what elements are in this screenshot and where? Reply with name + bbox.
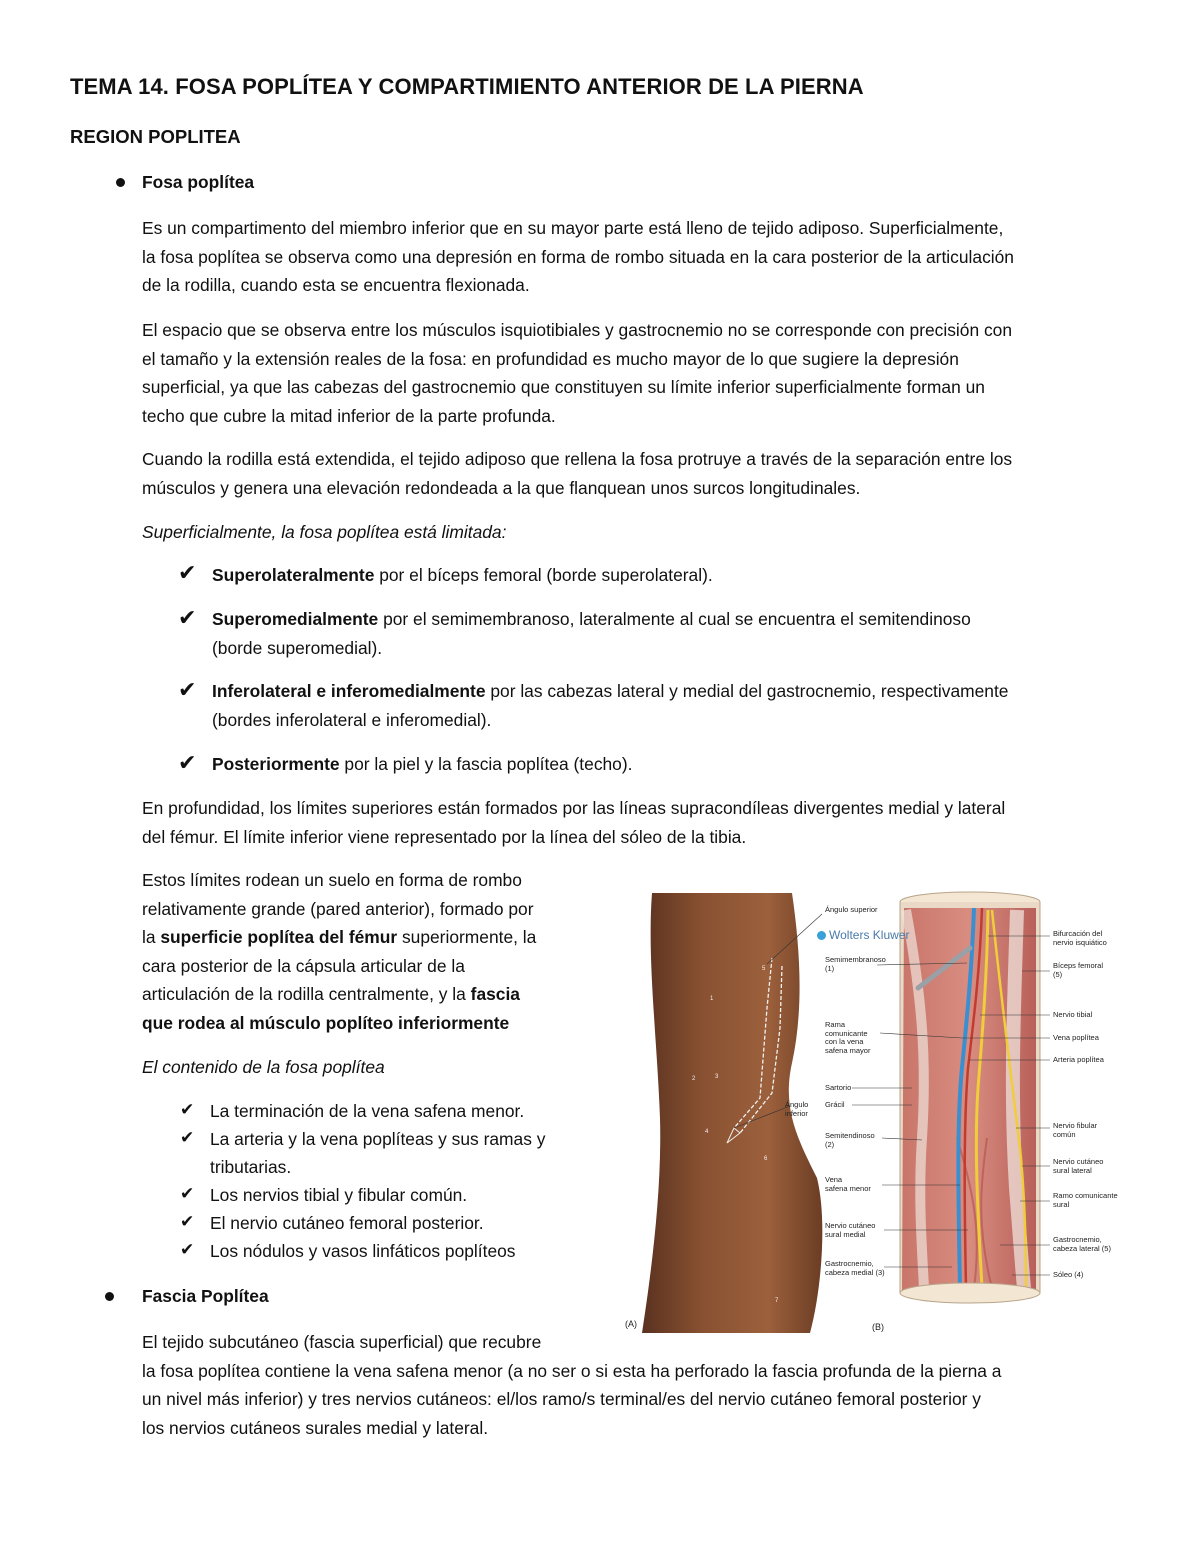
text-line: relativamente grande (pared anterior), formado por [142, 898, 534, 919]
label-line: Nervio fibular [1053, 1121, 1098, 1130]
paragraph-4 [142, 794, 1142, 851]
limit-bold: Posteriormente [212, 754, 340, 774]
label-line: cabeza medial (3) [825, 1267, 885, 1277]
contents-item: La arteria y la vena poplíteas y sus ramas y [210, 1129, 546, 1149]
label-nervio-sural-lateral [1053, 1158, 1103, 1175]
label-line: nervio isquiático [1053, 937, 1107, 947]
label-line: Nervio cutáneo [1053, 1157, 1104, 1166]
text-line: la fosa poplítea contiene la vena safena menor (a no ser o si esta ha perforado la fascia profunda de la pierna a [142, 1360, 1002, 1381]
label-line: Ramo comunicante [1053, 1191, 1118, 1200]
bold-fragment: fascia [470, 984, 520, 1004]
label-angulo-inferior [785, 1101, 808, 1118]
label-soleo: Sóleo (4) [1053, 1270, 1084, 1279]
label-line: Gastrocnemio, [1053, 1235, 1102, 1244]
checkmark-icon: ✔ [178, 560, 197, 585]
label-ramo-comunicante [1053, 1192, 1118, 1209]
contents-item: Los nódulos y vasos linfáticos poplíteos [210, 1241, 516, 1261]
checkmark-icon: ✔ [178, 605, 197, 630]
limit-bold: Superolateralmente [212, 565, 375, 585]
brand-logo [817, 928, 909, 942]
text-fragment: superiormente, la [397, 927, 537, 947]
text-line: techo que cubre la mitad inferior de la parte profunda. [142, 405, 556, 426]
label-line: cabeza lateral (5) [1053, 1243, 1111, 1253]
limit-bold: Inferolateral e inferomedialmente [212, 681, 486, 701]
paragraph-5 [142, 866, 612, 1037]
limit-text: por el semimembranoso, lateralmente al cual se encuentra el semitendinoso [378, 609, 971, 629]
section-heading: REGION POPLITEA [70, 126, 241, 147]
label-line: safena menor [825, 1183, 871, 1193]
label-gastrocnemio-lateral [1053, 1236, 1111, 1253]
label-line: (5) [1053, 969, 1063, 979]
label-biceps-femoral [1053, 962, 1103, 979]
limit-item-3-cont: (bordes inferolateral e inferomedial). [212, 710, 492, 730]
checkmark-icon: ✔ [178, 750, 197, 775]
text-line: cara posterior de la cápsula articular de la [142, 955, 465, 976]
label-line: Semimembranoso [825, 955, 886, 964]
label-line: Ángulo [785, 1100, 809, 1109]
checkmark-icon: ✔ [180, 1240, 195, 1259]
text-line: la fosa poplítea se observa como una depresión en forma de rombo situada en la cara posterior de la articulación [142, 246, 1014, 267]
text-line: Estos límites rodean un suelo en forma de rombo [142, 870, 522, 890]
figure-label-b: (B) [872, 1322, 884, 1332]
brand-dot-icon [817, 931, 826, 940]
checkmark-icon: ✔ [180, 1100, 195, 1119]
checkmark-icon: ✔ [180, 1212, 195, 1231]
photo-mark: 4 [705, 1129, 709, 1135]
label-line: Gastrocnemio, [825, 1259, 874, 1268]
label-nervio-fibular [1053, 1122, 1097, 1139]
label-line: (2) [825, 1139, 835, 1149]
contents-item: La terminación de la vena safena menor. [210, 1101, 525, 1121]
text-line: del fémur. El límite inferior viene representado por la línea del sóleo de la tibia. [142, 826, 747, 847]
text-line: superficial, ya que las cabezas del gastrocnemio que constituyen su límite inferior superficialmente forman un [142, 377, 985, 397]
label-bifurcacion [1053, 930, 1107, 947]
photo-mark: 2 [692, 1076, 696, 1082]
contents-item: Los nervios tibial y fibular común. [210, 1185, 468, 1205]
label-sartorio: Sartorio [825, 1083, 852, 1092]
photo-mark: 6 [764, 1156, 768, 1162]
bold-fragment: que rodea al músculo poplíteo inferiormente [142, 1012, 510, 1033]
label-line: Rama [825, 1020, 846, 1029]
label-semimembranoso [825, 956, 886, 973]
bullet-heading-fosa: Fosa poplítea [142, 172, 255, 192]
text-line: El espacio que se observa entre los músculos isquiotibiales y gastrocnemio no se corresponde con precisión con [142, 320, 1013, 340]
contents-heading: El contenido de la fosa poplítea [142, 1057, 385, 1077]
checkmark-icon: ✔ [180, 1184, 195, 1203]
contents-item: El nervio cutáneo femoral posterior. [210, 1213, 484, 1233]
label-line: Nervio cutáneo [825, 1221, 876, 1230]
label-line: sural medial [825, 1229, 866, 1239]
label-vena-safena-menor [825, 1176, 871, 1193]
photo-mark: 3 [715, 1074, 719, 1080]
label-line: Vena [825, 1175, 843, 1184]
label-line: comunicante [825, 1028, 868, 1038]
bullet-dot-1 [116, 178, 125, 187]
limit-text: por las cabezas lateral y medial del gastrocnemio, respectivamente [485, 681, 1009, 701]
paragraph-2 [142, 316, 1142, 430]
label-angulo-superior: Ángulo superior [825, 905, 878, 914]
label-line: con la vena [825, 1037, 864, 1046]
label-nervio-tibial: Nervio tibial [1053, 1010, 1093, 1019]
text-line: En profundidad, los límites superiores están formados por las líneas supracondíleas divergentes medial y lateral [142, 798, 1006, 818]
paragraph-fascia [142, 1328, 1142, 1442]
text-fragment: la [142, 927, 161, 947]
anatomy-figure [622, 888, 1125, 1340]
label-line: safena mayor [825, 1045, 871, 1055]
brand-name: Wolters Kluwer [829, 928, 910, 942]
label-semitendinoso [825, 1132, 875, 1149]
text-line: Es un compartimento del miembro inferior que en su mayor parte está lleno de tejido adiposo. Superficialmente, [142, 218, 1004, 238]
figure-label-a: (A) [625, 1319, 637, 1329]
paragraph-1 [142, 214, 1142, 300]
limit-text: por el bíceps femoral (borde superolateral). [374, 565, 713, 585]
bullet-dot-2 [105, 1292, 114, 1301]
text-line: El tejido subcutáneo (fascia superficial) que recubre [142, 1332, 542, 1352]
photo-mark: 7 [775, 1298, 779, 1304]
label-rama-comunicante [825, 1021, 870, 1055]
limit-bold: Superomedialmente [212, 609, 379, 629]
label-line: inferior [785, 1108, 808, 1118]
bold-fragment: superficie poplítea del fémur [160, 927, 398, 947]
photo-mark: 5 [762, 966, 766, 972]
label-arteria-poplitea: Arteria poplítea [1053, 1055, 1104, 1064]
photo-mark: 1 [710, 996, 714, 1002]
checkmark-icon: ✔ [180, 1128, 195, 1147]
text-line: los nervios cutáneos surales medial y lateral. [142, 1417, 489, 1438]
text-line: un nivel más inferior) y tres nervios cutáneos: el/los ramo/s terminal/es del nervio cutáneo femoral posterior y [142, 1389, 981, 1409]
label-line: Bíceps femoral [1053, 961, 1104, 970]
cylinder-bottom [900, 1283, 1040, 1303]
contents-item-cont: tributarias. [210, 1157, 292, 1177]
text-line: el tamaño y la extensión reales de la fosa: en profundidad es mucho mayor de lo que sugiere la depresión [142, 348, 959, 369]
limit-text: por la piel y la fascia poplítea (techo). [339, 754, 633, 774]
document-title: TEMA 14. FOSA POPLÍTEA Y COMPARTIMIENTO ANTERIOR DE LA PIERNA [70, 74, 864, 99]
checkmark-icon: ✔ [178, 677, 197, 702]
text-line: músculos y genera una elevación redondeada a la que flanquean unos surcos longitudinales. [142, 477, 861, 498]
limit-item-1 [212, 561, 713, 590]
label-gastrocnemio-medial [825, 1260, 885, 1277]
label-nervio-sural-medial [825, 1222, 875, 1239]
label-line: Bifurcación del [1053, 929, 1103, 938]
label-gracil: Grácil [825, 1100, 845, 1109]
paragraph-3 [142, 445, 1142, 502]
label-line: sural lateral [1053, 1165, 1092, 1175]
label-vena-poplitea: Vena poplítea [1053, 1033, 1099, 1042]
limit-item-2-cont: (borde superomedial). [212, 638, 383, 658]
text-line [142, 1009, 612, 1038]
text-line: Cuando la rodilla está extendida, el tejido adiposo que rellena la fosa protruye a través de la separación entre los [142, 449, 1013, 469]
limit-item-2 [212, 605, 971, 634]
label-line: Semitendinoso [825, 1131, 875, 1140]
bullet-heading-fascia: Fascia Poplítea [142, 1286, 269, 1306]
label-line: común [1053, 1129, 1076, 1139]
limits-intro: Superficialmente, la fosa poplítea está limitada: [142, 522, 507, 542]
limit-item-3 [212, 677, 1008, 706]
label-line: sural [1053, 1199, 1070, 1209]
text-fragment: articulación de la rodilla centralmente, y la [142, 984, 471, 1004]
limit-item-4 [212, 750, 632, 779]
text-line [142, 923, 612, 952]
text-line: de la rodilla, cuando esta se encuentra flexionada. [142, 275, 530, 295]
label-line: (1) [825, 963, 835, 973]
text-line [142, 980, 612, 1009]
